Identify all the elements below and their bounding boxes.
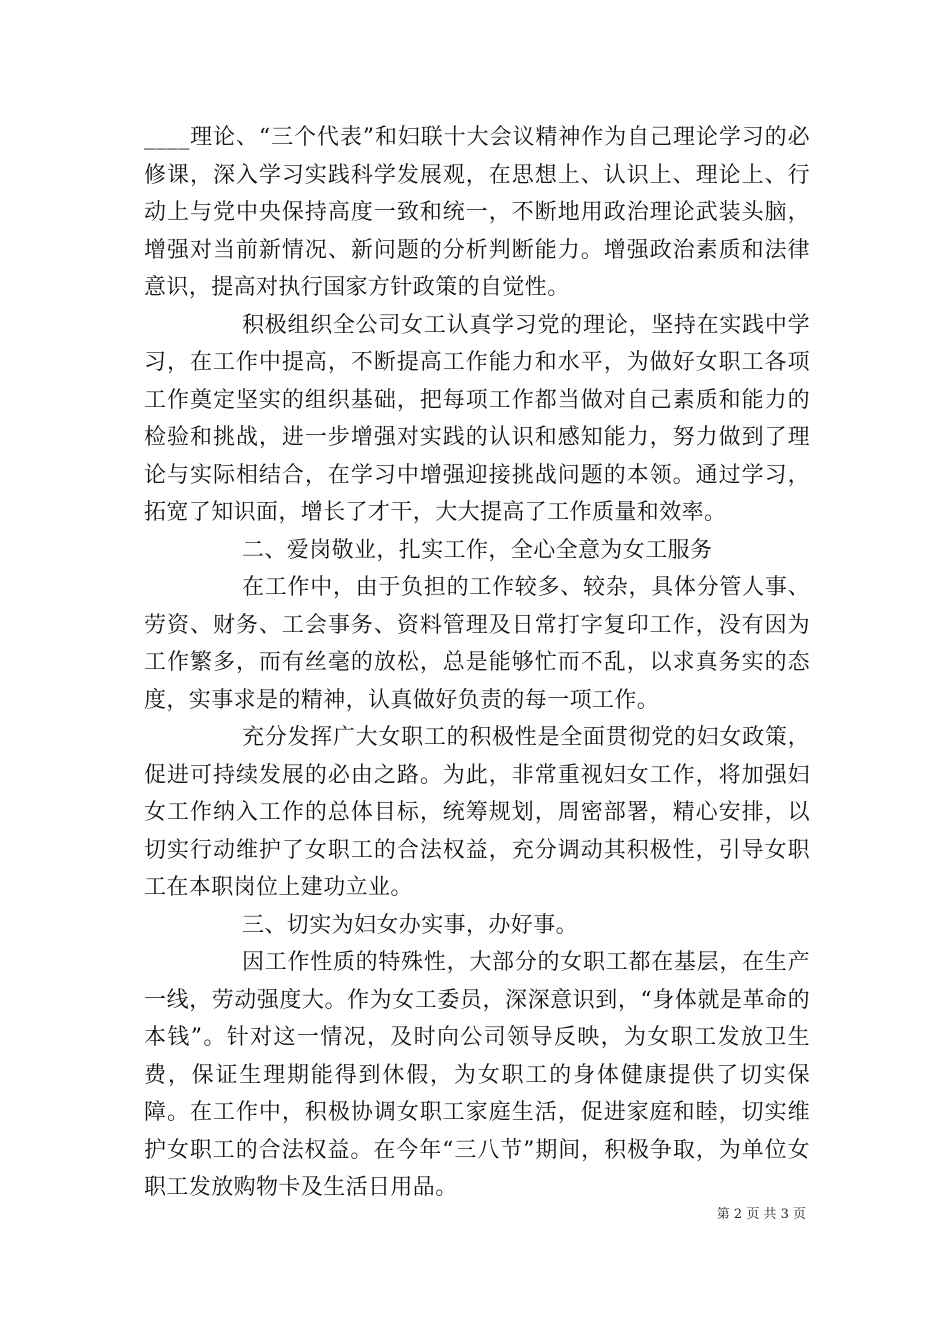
section-heading-3: 三、切实为妇女办实事，办好事。 [242, 912, 579, 938]
paragraph-theory-study: ____理论、“三个代表”和妇联十大会议精神作为自己理论学习的必修课，深入学习实践科学发展观，在思想上、认识上、理论上、行动上与党中央保持高度一致和统一，不断地用政治理论武装头脑，增强对当前新情况、新问题的分析判断能力。增强政治素质和法律意识，提高对执行国家方针政策的自觉性。 [144, 125, 810, 300]
paragraph-work-duties: 在工作中，由于负担的工作较多、较杂，具体分管人事、劳资、财务、工会事务、资料管理及日常打字复印工作，没有因为工作繁多，而有丝毫的放松，总是能够忙而不乱，以求真务实的态度，实事求是的精神，认真做好负责的每一项工作。 [144, 575, 810, 713]
section-heading-2: 二、爱岗敬业，扎实工作，全心全意为女工服务 [242, 537, 713, 563]
paragraph-women-policy: 充分发挥广大女职工的积极性是全面贯彻党的妇女政策，促进可持续发展的必由之路。为此，非常重视妇女工作，将加强妇女工作纳入工作的总体目标，统筹规划，周密部署，精心安排，以切实行动维护了女职工的合法权益，充分调动其积极性，引导女职工在本职岗位上建功立业。 [144, 725, 810, 900]
page-number-footer: 第 2 页 共 3 页 [716, 1207, 806, 1222]
paragraph-practical-help: 因工作性质的特殊性，大部分的女职工都在基层，在生产一线，劳动强度大。作为女工委员，深深意识到，“身体就是革命的本钱”。针对这一情况，及时向公司领导反映，为女职工发放卫生费，保证生理期能得到休假，为女职工的身体健康提供了切实保障。在工作中，积极协调女职工家庭生活，促进家庭和睦，切实维护女职工的合法权益。在今年“三八节”期间，积极争取，为单位女职工发放购物卡及生活日用品。 [144, 950, 810, 1200]
paragraph-organize-study: 积极组织全公司女工认真学习党的理论，坚持在实践中学习，在工作中提高，不断提高工作能力和水平，为做好女职工各项工作奠定坚实的组织基础，把每项工作都当做对自己素质和能力的检验和挑战，进一步增强对实践的认识和感知能力，努力做到了理论与实际相结合，在学习中增强迎接挑战问题的本领。通过学习，拓宽了知识面，增长了才干，大大提高了工作质量和效率。 [144, 312, 810, 525]
document-body [144, 119, 810, 1207]
